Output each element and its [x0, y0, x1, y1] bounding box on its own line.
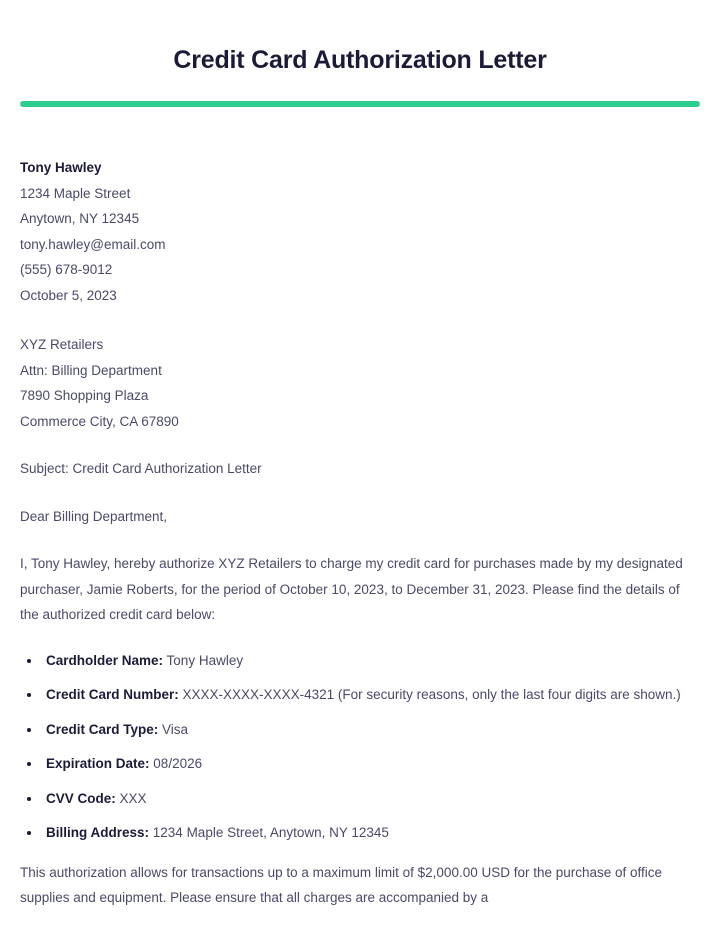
recipient-attn: Attn: Billing Department — [20, 362, 162, 378]
list-item — [42, 786, 700, 812]
list-item — [42, 751, 700, 777]
letter-body — [20, 155, 700, 911]
detail-value: 1234 Maple Street, Anytown, NY 12345 — [152, 825, 389, 840]
recipient-company: XYZ Retailers — [20, 337, 104, 352]
list-item — [42, 648, 700, 674]
list-item — [42, 820, 700, 846]
detail-label: Expiration Date: — [46, 756, 150, 771]
subject-line: Subject: Credit Card Authorization Letter — [20, 461, 262, 476]
sender-name: Tony Hawley — [20, 160, 102, 175]
letter-date: October 5, 2023 — [20, 287, 117, 303]
detail-label: CVV Code: — [46, 790, 116, 806]
recipient-city-state-zip: Commerce City, CA 67890 — [20, 413, 179, 429]
card-details-list — [20, 648, 700, 846]
spacer-after-sender — [20, 308, 700, 332]
sender-street: 1234 Maple Street — [20, 185, 131, 201]
sender-email: tony.hawley@email.com — [20, 236, 166, 252]
sender-phone: (555) 678-9012 — [20, 262, 113, 277]
spacer-after-subject — [20, 482, 700, 504]
detail-label: Cardholder Name: — [46, 652, 164, 668]
closing-paragraph: This authorization allows for transactions up to a maximum limit of $2,000.00 USD for the purchase of office supplies and equipment. Please ensure that all charges are accompanied by a — [20, 864, 663, 905]
spacer-after-salutation — [20, 529, 700, 551]
accent-divider — [20, 101, 700, 107]
sender-block — [20, 155, 700, 308]
detail-value: XXX — [119, 790, 147, 806]
recipient-street: 7890 Shopping Plaza — [20, 388, 149, 403]
intro-paragraph: I, Tony Hawley, hereby authorize XYZ Retailers to charge my credit card for purchases made by my designated purchaser, Jamie Roberts, for the period of October 10, 2023, to December 31, 2023. Please find the details of the authorized credit card below: — [20, 556, 683, 622]
page-title: Credit Card Authorization Letter — [173, 46, 547, 74]
detail-label: Billing Address: — [46, 825, 150, 840]
detail-value: 08/2026 — [153, 756, 203, 771]
sender-city-state-zip: Anytown, NY 12345 — [20, 211, 140, 226]
spacer-after-recipient — [20, 434, 700, 456]
list-item — [42, 717, 700, 743]
detail-value: XXXX-XXXX-XXXX-4321 (For security reasons, only the last four digits are shown.) — [182, 687, 681, 702]
detail-label: Credit Card Number: — [46, 687, 179, 702]
salutation: Dear Billing Department, — [20, 508, 168, 524]
list-item — [42, 682, 700, 708]
detail-value: Tony Hawley — [166, 652, 244, 668]
recipient-block — [20, 332, 700, 434]
detail-value: Visa — [162, 721, 189, 737]
detail-label: Credit Card Type: — [46, 721, 159, 737]
